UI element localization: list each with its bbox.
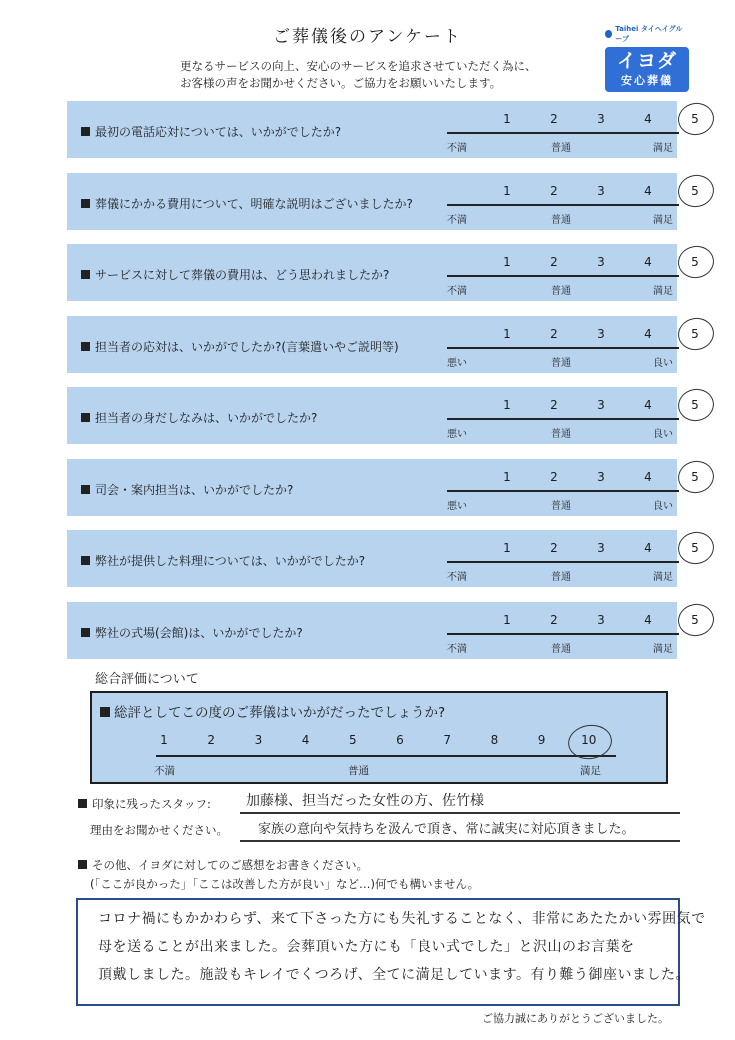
scale-line [447, 204, 679, 206]
scale-number[interactable]: 3 [597, 541, 605, 555]
question-text [81, 409, 317, 426]
overall-panel [90, 691, 668, 784]
question-row [67, 530, 699, 587]
bullet-square-icon [100, 707, 110, 717]
scale-low-label: 不満 [447, 214, 467, 226]
rating-scale [447, 173, 699, 230]
scale-number[interactable]: 4 [644, 469, 652, 484]
rating-scale [447, 244, 699, 301]
rating-scale [447, 530, 699, 587]
logo-box [605, 47, 689, 92]
scale-number[interactable]: 4 [644, 612, 652, 627]
question-row [67, 316, 699, 373]
scale-number[interactable]: 2 [550, 469, 558, 484]
scale-number[interactable]: 2 [550, 112, 558, 126]
scale-mid-label: 普通 [551, 643, 571, 655]
scale-number[interactable]: 2 [550, 183, 558, 198]
bullet-square-icon [81, 342, 90, 351]
question-label: 弊社が提供した料理については、いかがでしたか? [95, 554, 366, 568]
other-label [78, 857, 368, 873]
scale-number[interactable]: 1 [503, 112, 511, 126]
scale-number[interactable]: 1 [503, 469, 511, 484]
scale-mid-label: 普通 [551, 143, 571, 154]
impression-label-text: 印象に残ったスタッフ: [92, 797, 211, 811]
scale-mid-label: 普通 [551, 214, 571, 226]
reason-underline [240, 840, 680, 842]
scale-mid-label: 普通 [551, 429, 571, 440]
scale-number[interactable]: 1 [503, 255, 511, 269]
scale-number[interactable]: 1 [503, 541, 511, 555]
scale-number[interactable]: 3 [597, 612, 605, 627]
comment-line-2: 母を送ることが出来ました。会葬頂いた方にも「良い式でした」と沢山のお言葉を [98, 939, 635, 955]
survey-title: ご葬儀後のアンケート [273, 27, 462, 47]
answer-circle [675, 458, 716, 496]
scale-number[interactable]: 1 [503, 612, 511, 627]
scale-number[interactable]: 3 [597, 255, 605, 269]
rating-scale [447, 387, 699, 444]
scale-mid-label: 普通 [551, 357, 571, 369]
question-label: 担当者の身だしなみは、いかがでしたか? [95, 411, 318, 425]
scale-number[interactable]: 5 [691, 541, 699, 555]
scale-high-label: 満足 [653, 643, 673, 655]
scale-mid-label: 普通 [551, 500, 571, 512]
question-row [67, 387, 699, 444]
company-logo [605, 24, 689, 92]
brand-text: Taihei タイヘイグループ [615, 25, 683, 43]
scale-line [447, 132, 679, 134]
overall-scale-number[interactable]: 9 [537, 733, 546, 747]
scale-mid-label: 普通 [551, 286, 571, 297]
overall-scale-number[interactable]: 10 [581, 733, 597, 747]
overall-scale-line [156, 755, 616, 757]
overall-scale-number[interactable]: 1 [160, 733, 168, 747]
question-text [81, 481, 293, 498]
answer-circle [675, 315, 716, 353]
bullet-square-icon [81, 199, 90, 208]
comment-line-1: コロナ禍にもかかわらず、来て下さった方にも失礼することなく、非常にあたたかい雰囲気で [98, 911, 706, 927]
question-label: 弊社の式場(会館)は、いかがでしたか? [95, 625, 303, 640]
question-row [67, 173, 699, 230]
question-label: 担当者の応対は、いかがでしたか?(言葉遣いやご説明等) [95, 339, 399, 354]
bullet-square-icon [81, 485, 90, 494]
overall-low-label: 不満 [154, 765, 175, 777]
scale-number[interactable]: 5 [691, 469, 699, 484]
question-label: 最初の電話応対については、いかがでしたか? [95, 125, 342, 139]
bullet-square-icon [81, 556, 90, 565]
answer-circle [675, 100, 716, 138]
scale-line [447, 347, 679, 349]
rating-scale [447, 101, 699, 158]
scale-low-label: 悪い [447, 429, 467, 440]
answer-circle [675, 601, 716, 639]
scale-number[interactable]: 2 [550, 612, 558, 627]
scale-line [447, 418, 679, 420]
scale-number[interactable]: 1 [503, 398, 511, 412]
scale-number[interactable]: 2 [550, 541, 558, 555]
scale-number[interactable]: 4 [644, 112, 652, 126]
bullet-square-icon [78, 799, 87, 808]
question-label: サービスに対して葬儀の費用は、どう思われましたか? [95, 268, 390, 282]
staff-answer: 加藤様、担当だった女性の方、佐竹様 [246, 793, 484, 809]
scale-high-label: 満足 [653, 214, 673, 226]
question-row [67, 602, 699, 659]
scale-number[interactable]: 4 [644, 183, 652, 198]
scale-high-label: 良い [653, 429, 673, 440]
scale-number[interactable]: 4 [644, 255, 652, 269]
scale-number[interactable]: 2 [550, 398, 558, 412]
scale-number[interactable]: 5 [691, 255, 699, 269]
bullet-square-icon [81, 413, 90, 422]
reason-label: 理由をお聞かせください。 [90, 823, 228, 837]
question-row [67, 101, 699, 158]
overall-mid-label: 普通 [348, 765, 369, 777]
scale-low-label: 不満 [447, 143, 467, 154]
scale-number[interactable]: 5 [691, 326, 699, 341]
rating-scale [447, 602, 699, 659]
overall-scale-number[interactable]: 8 [490, 733, 499, 747]
answer-circle [675, 172, 716, 210]
answer-circle [675, 243, 716, 281]
logo-sub: 安心葬儀 [621, 74, 673, 87]
answer-circle [675, 529, 716, 567]
scale-low-label: 不満 [447, 572, 467, 583]
other-label-text: その他、イヨダに対してのご感想をお書きください。 [92, 858, 368, 872]
question-text [81, 624, 303, 641]
answer-circle [675, 386, 716, 424]
scale-number[interactable]: 4 [644, 541, 652, 555]
staff-underline [240, 812, 680, 814]
scale-number[interactable]: 5 [691, 398, 699, 412]
question-row [67, 459, 699, 516]
question-text [81, 338, 399, 355]
scale-line [447, 275, 679, 277]
scale-number[interactable]: 3 [597, 469, 605, 484]
scale-number[interactable]: 4 [644, 398, 652, 412]
scale-number[interactable]: 4 [644, 326, 652, 341]
scale-number[interactable]: 2 [550, 255, 558, 269]
intro-line-1: 更なるサービスの向上、安心のサービスを追求させていただく為に、 [180, 59, 537, 73]
scale-low-label: 悪い [447, 357, 467, 369]
brand-mark-icon [605, 30, 612, 38]
overall-question [100, 701, 445, 721]
scale-mid-label: 普通 [551, 572, 571, 583]
scale-number[interactable]: 1 [503, 183, 511, 198]
overall-section-title: 総合評価について [95, 672, 199, 687]
comment-line-3: 頂戴しました。施設もキレイでくつろげ、全てに満足しています。有り難う御座いました。 [98, 967, 690, 983]
reason-answer: 家族の意向や気持ちを汲んで頂き、常に誠実に対応頂きました。 [258, 822, 635, 837]
rating-scale [447, 459, 699, 516]
brand-line [605, 24, 689, 44]
scale-number[interactable]: 3 [597, 326, 605, 341]
logo-main: イヨダ [616, 50, 677, 72]
bullet-square-icon [81, 628, 90, 637]
bullet-square-icon [81, 270, 90, 279]
overall-scale-number[interactable]: 6 [396, 733, 404, 747]
scale-high-label: 良い [653, 500, 673, 512]
scale-number[interactable]: 5 [691, 183, 699, 198]
scale-line [447, 490, 679, 492]
question-text [81, 195, 413, 212]
overall-question-text: 総評としてこの度のご葬儀はいかがだったでしょうか? [114, 705, 446, 721]
scale-number[interactable]: 1 [503, 326, 511, 341]
scale-line [447, 633, 679, 635]
question-text [81, 123, 341, 140]
scale-high-label: 満足 [653, 572, 673, 583]
scale-number[interactable]: 3 [597, 398, 605, 412]
thanks-text: ご協力誠にありがとうございました。 [482, 1012, 669, 1025]
scale-number[interactable]: 5 [691, 612, 699, 627]
overall-scale-number[interactable]: 4 [301, 733, 310, 747]
scale-number[interactable]: 5 [691, 112, 699, 126]
other-hint: (「ここが良かった」「ここは改善した方が良い」など…)何でも構いません。 [90, 877, 480, 891]
question-label: 葬儀にかかる費用について、明確な説明はございましたか? [95, 196, 413, 211]
scale-high-label: 満足 [653, 286, 673, 297]
scale-high-label: 良い [653, 357, 673, 369]
scale-high-label: 満足 [653, 143, 673, 154]
scale-low-label: 不満 [447, 286, 467, 297]
impression-label [78, 796, 211, 812]
overall-scale-number[interactable]: 5 [348, 733, 357, 747]
comment-box [76, 898, 706, 1006]
question-text [81, 552, 365, 569]
scale-low-label: 悪い [447, 500, 467, 512]
overall-scale-number[interactable]: 7 [443, 733, 451, 747]
question-row [67, 244, 699, 301]
overall-high-label: 満足 [580, 765, 601, 777]
question-label: 司会・案内担当は、いかがでしたか? [95, 482, 294, 497]
rating-scale [447, 316, 699, 373]
overall-scale-number[interactable]: 3 [254, 733, 263, 747]
overall-scale-number[interactable]: 2 [207, 733, 215, 747]
question-text [81, 266, 389, 283]
bullet-square-icon [78, 860, 87, 869]
scale-number[interactable]: 3 [597, 183, 605, 198]
scale-number[interactable]: 2 [550, 326, 558, 341]
scale-low-label: 不満 [447, 643, 467, 655]
scale-line [447, 561, 679, 563]
scale-number[interactable]: 3 [597, 112, 605, 126]
bullet-square-icon [81, 127, 90, 136]
intro-line-2: お客様の声をお聞かせください。ご協力をお願いいたします。 [180, 76, 502, 90]
intro-text [180, 58, 570, 92]
